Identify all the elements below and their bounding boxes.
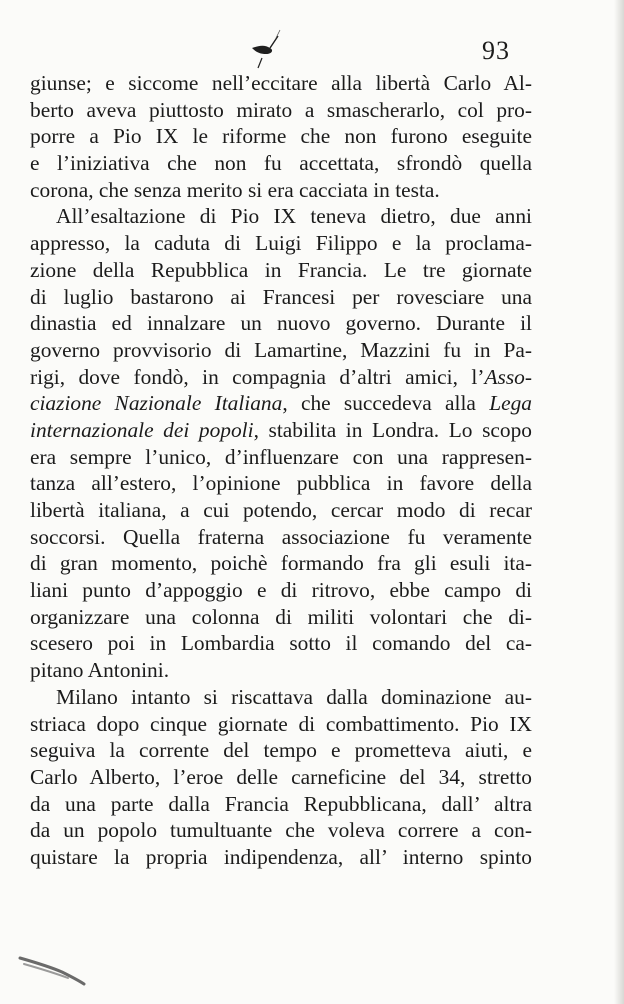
italic-text: internazionale dei popoli: [30, 417, 254, 442]
text-line: [30, 203, 532, 230]
text-line: [30, 684, 532, 711]
text-segment: governo provvisorio di Lamartine, Mazzini fu in Pa-: [30, 337, 532, 362]
text-line: [30, 630, 532, 657]
text-segment: liani punto d’appoggio e di ritrovo, ebbe campo di: [30, 578, 532, 603]
text-segment: Carlo Alberto, l’eroe delle carneficine del 34, stretto: [30, 764, 532, 789]
text-segment: dinastia ed innalzare un nuovo governo. Durante il: [30, 311, 532, 336]
page-edge-shadow: [614, 0, 624, 1004]
text-segment: zione della Repubblica in Francia. Le tre giornate: [30, 257, 532, 282]
text-line: [30, 444, 532, 471]
text-line: [30, 550, 532, 577]
italic-text: ciazione Nazionale Italiana: [30, 391, 283, 416]
italic-text: Asso-: [484, 364, 532, 389]
text-line: [30, 70, 532, 97]
text-line: [30, 417, 532, 444]
text-segment: rigi, dove fondò, in compagnia d’altri amici, l’: [30, 364, 485, 389]
text-segment: appresso, la caduta di Luigi Filippo e la proclama-: [30, 231, 532, 256]
text-segment: berto aveva piuttosto mirato a smascherarlo, col pro-: [30, 97, 532, 122]
text-line: [30, 791, 532, 818]
text-segment: Milano intanto si riscattava dalla dominazione au-: [56, 684, 532, 709]
text-line: [30, 737, 532, 764]
text-segment: corona, che senza merito si era cacciata in testa.: [30, 177, 440, 202]
text-line: [30, 177, 532, 204]
text-segment: scesero poi in Lombardia sotto il comando del ca-: [30, 631, 532, 656]
text-line: [30, 97, 532, 124]
text-line: [30, 470, 532, 497]
scan-smudge-mark: [18, 948, 98, 988]
text-line: [30, 230, 532, 257]
text-line: [30, 150, 532, 177]
text-segment: giunse; e siccome nell’eccitare alla libertà Carlo Al-: [30, 71, 532, 95]
text-segment: porre a Pio IX le riforme che non furono eseguite: [30, 124, 532, 149]
text-line: [30, 390, 532, 417]
text-line: [30, 337, 532, 364]
text-segment: da un popolo tumultuante che voleva correre a con-: [30, 818, 532, 843]
body-text: [30, 70, 532, 871]
text-segment: , che succedeva alla: [282, 391, 490, 416]
text-segment: da una parte dalla Francia Repubblicana, dall’ altra: [30, 791, 532, 816]
text-line: [30, 817, 532, 844]
text-segment: striaca dopo cinque giornate di combattimento. Pio IX: [30, 711, 532, 736]
page-number: 93: [482, 36, 510, 65]
ink-blot-mark: [248, 28, 288, 72]
text-segment: di gran momento, poichè formando fra gli esuli ita-: [30, 551, 532, 576]
text-segment: , stabilita in Londra. Lo scopo: [253, 417, 532, 442]
text-segment: e l’iniziativa che non fu accettata, sfrondò quella: [30, 151, 532, 176]
text-line: [30, 497, 532, 524]
text-segment: seguiva la corrente del tempo e prometteva aiuti, e: [30, 738, 532, 763]
text-line: [30, 844, 532, 871]
text-segment: All’esaltazione di Pio IX teneva dietro, due anni: [56, 204, 532, 229]
text-segment: quistare la propria indipendenza, all’ interno spinto: [30, 844, 532, 869]
italic-text: Lega: [489, 391, 533, 416]
text-segment: era sempre l’unico, d’influenzare con una rappresen-: [30, 444, 532, 469]
text-line: [30, 604, 532, 631]
text-line: [30, 310, 532, 337]
text-segment: pitano Antonini.: [30, 658, 170, 683]
text-line: [30, 657, 532, 684]
text-line: [30, 711, 532, 738]
text-segment: tanza all’estero, l’opinione pubblica in favore della: [30, 471, 532, 496]
text-segment: organizzare una colonna di militi volontari che di-: [30, 604, 532, 629]
text-line: [30, 284, 532, 311]
text-line: [30, 524, 532, 551]
text-segment: soccorsi. Quella fraterna associazione fu veramente: [30, 524, 532, 549]
text-segment: libertà italiana, a cui potendo, cercar modo di recar: [30, 498, 532, 522]
text-line: [30, 364, 532, 391]
text-line: [30, 577, 532, 604]
text-line: [30, 257, 532, 284]
text-line: [30, 764, 532, 791]
text-segment: di luglio bastarono ai Francesi per rovesciare una: [30, 284, 532, 309]
text-line: [30, 123, 532, 150]
